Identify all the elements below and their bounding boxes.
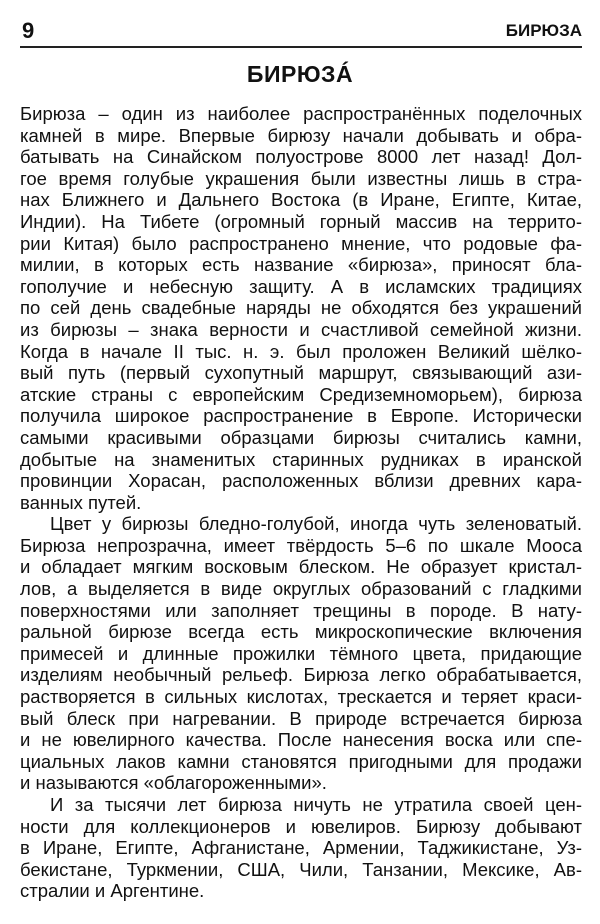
article-title: БИРЮЗÁ [246,61,354,87]
text-line: лов, а выделяется в виде округлых образований с гладкими [20,578,582,600]
article-body [20,103,582,902]
text-line: ванных путей. [20,491,142,513]
text-line: стралии и Аргентине. [20,880,205,902]
running-title: БИРЮЗА [505,21,582,40]
text-line: бекистане, Туркмении, США, Чили, Танзании, Мексике, Ав- [20,858,582,880]
text-line: в Иране, Египте, Афганистане, Армении, Таджикистане, Уз- [20,837,582,859]
text-line: батывать на Синайском полуострове 8000 лет назад! Дол- [20,146,582,168]
text-line: гое время голубые украшения были известны лишь в стра- [20,167,582,189]
text-line: примесей и длинные прожилки тёмного цвета, придающие [20,642,582,664]
text-line: поверхностями или заполняет трещины в породе. В нату- [20,599,582,621]
text-line: вый блеск при нагревании. В природе встречается бирюза [20,707,582,729]
text-line: добытые на знаменитых старинных рудниках в иранской [20,448,582,470]
paragraph [20,513,582,794]
text-line: гополучие и небесную защиту. А в исламских традициях [20,275,582,297]
text-line: ральной бирюзе всегда есть микроскопические включения [20,621,582,643]
text-line: и не ювелирного качества. После нанесения воска или спе- [20,729,582,751]
text-line: Индии). На Тибете (огромный горный массив на террито- [20,210,582,232]
text-line: камней в мире. Впервые бирюзу начали добывать и обра- [20,124,582,146]
text-line: провинции Хорасан, расположенных вблизи древних кара- [20,470,582,492]
text-line: самыми красивыми образцами бирюзы считались камни, [20,426,582,448]
text-line: милии, в которых есть название «бирюза», приносят бла- [20,254,582,276]
text-line: Бирюза непрозрачна, имеет твёрдость 5–6 по шкале Мооса [20,534,582,556]
text-line: по сей день свадебные наряды не обходятся без украшений [20,297,582,319]
paragraph [20,103,582,513]
text-line: циальных лаков камни становятся пригодными для продажи [20,750,582,772]
page-header [20,14,582,48]
text-line: изделиям необычный рельеф. Бирюза легко обрабатывается, [20,664,582,686]
text-line: Бирюза – один из наиболее распространённых поделочных [20,103,582,124]
text-line: Когда в начале II тыс. н. э. был проложен Великий шёлко- [20,340,582,362]
text-line: рии Китая) было распространено мнение, что родовые фа- [20,232,582,254]
paragraph [20,794,582,902]
text-line: нах Ближнего и Дальнего Востока (в Иране, Египте, Китае, [20,189,582,211]
text-line: и обладает мягким восковым блеском. Не образует кристал- [20,556,582,578]
text-line: растворяется в сильных кислотах, трескается и теряет краси- [20,686,582,708]
text-line: из бирюзы – знака верности и счастливой семейной жизни. [20,318,582,340]
text-line: И за тысячи лет бирюза ничуть не утратила своей цен- [50,794,582,815]
text-line: вый путь (первый сухопутный маршрут, связывающий ази- [20,362,582,384]
text-line: ности для коллекционеров и ювелиров. Бирюзу добывают [20,815,582,837]
text-line: и называются «облагороженными». [20,772,327,794]
text-line: получила широкое распространение в Европе. Исторически [20,405,582,427]
page-number: 9 [22,18,35,43]
text-line: атские страны с европейским Средиземноморьем), бирюза [20,383,582,405]
text-line: Цвет у бирюзы бледно-голубой, иногда чуть зеленоватый. [50,513,582,535]
